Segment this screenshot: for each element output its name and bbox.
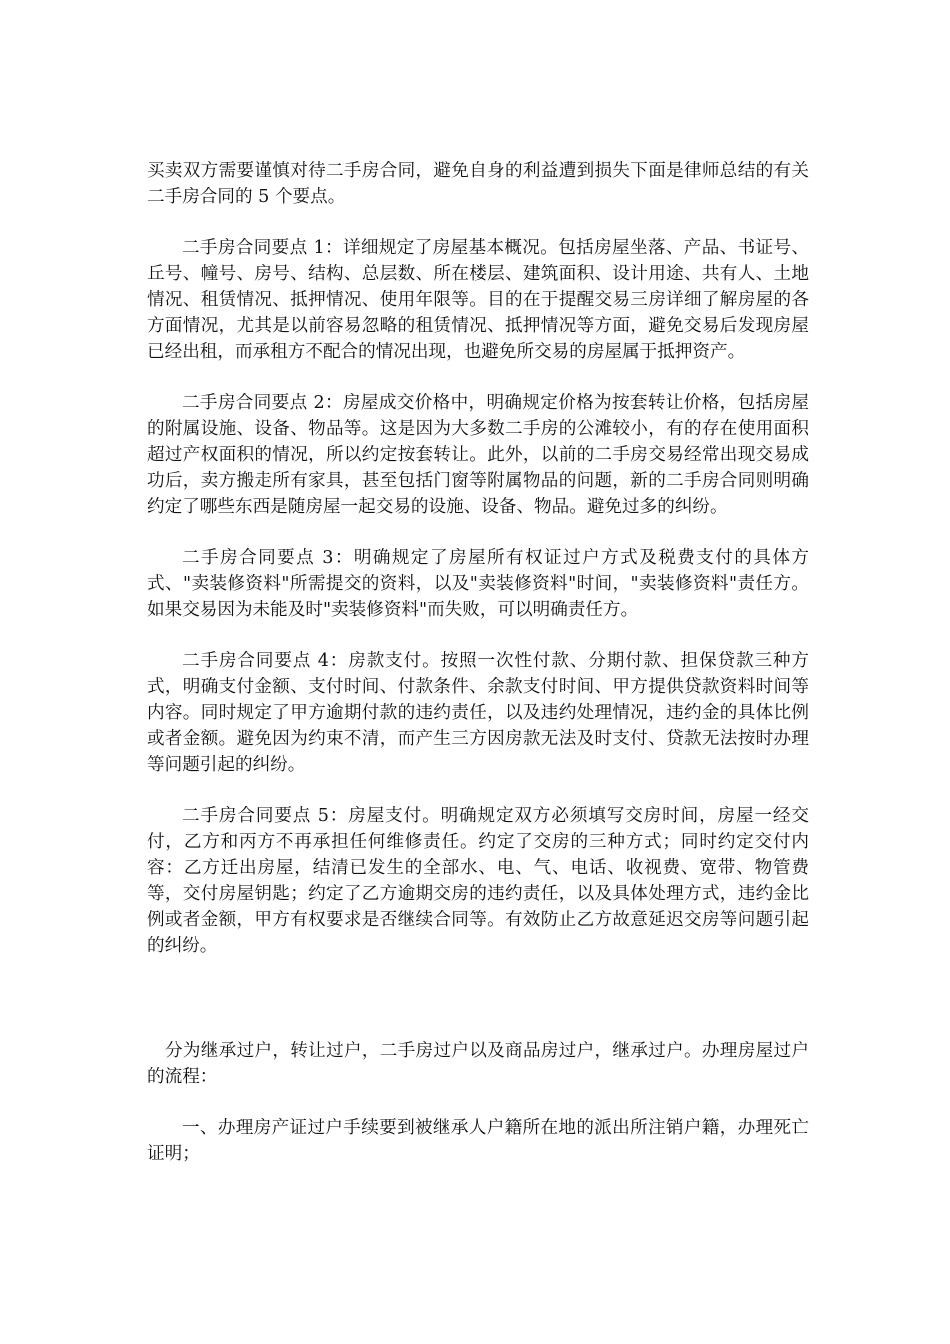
transfer-step-1-paragraph: 一、办理房产证过户手续要到被继承人户籍所在地的派出所注销户籍，办理死亡证明； — [147, 1118, 809, 1164]
contract-point-5-paragraph: 二手房合同要点 5：房屋支付。明确规定双方必须填写交房时间，房屋一经交付，乙方和丙方不再承担任何维修责任。约定了交房的三种方式；同时约定交付内容：乙方迁出房屋，结清已发生的全部水、电、气、电话、收视费、宽带、物管费等，交付房屋钥匙；约定了乙方逾期交房的违约责任，以及具体处理方式，违约金比例或者金额，甲方有权要求是否继续合同等。有效防止乙方故意延迟交房等问题引起的纠纷。 — [147, 806, 809, 956]
intro-paragraph: 买卖双方需要谨慎对待二手房合同，避免自身的利益遭到损失下面是律师总结的有关二手房合同的 5 个要点。 — [147, 161, 809, 207]
transfer-types-paragraph: 分为继承过户，转让过户，二手房过户以及商品房过户，继承过户。办理房屋过户的流程： — [147, 1041, 809, 1087]
contract-point-3-paragraph: 二手房合同要点 3：明确规定了房屋所有权证过户方式及税费支付的具体方式、"卖装修资料"所需提交的资料，以及"卖装修资料"时间，"卖装修资料"责任方。如果交易因为未能及时"卖装修资料"而失败，可以明确责任方。 — [147, 548, 809, 620]
section-spacer — [147, 984, 809, 1038]
contract-point-2-paragraph: 二手房合同要点 2：房屋成交价格中，明确规定价格为按套转让价格，包括房屋的附属设施、设备、物品等。这是因为大多数二手房的公滩较小，有的存在使用面积超过产权面积的情况，所以约定按套转让。此外，以前的二手房交易经常出现交易成功后，卖方搬走所有家具，甚至包括门窗等附属物品的问题，新的二手房合同则明确约定了哪些东西是随房屋一起交易的设施、设备、物品。避免过多的纠纷。 — [147, 393, 809, 517]
document-body — [147, 158, 809, 1192]
contract-point-1-paragraph: 二手房合同要点 1：详细规定了房屋基本概况。包括房屋坐落、产品、书证号、丘号、幢号、房号、结构、总层数、所在楼层、建筑面积、设计用途、共有人、土地情况、租赁情况、抵押情况、使用年限等。目的在于提醒交易三房详细了解房屋的各方面情况，尤其是以前容易忽略的租赁情况、抵押情况等方面，避免交易后发现房屋已经出租，而承租方不配合的情况出现，也避免所交易的房屋属于抵押资产。 — [147, 238, 809, 362]
contract-point-4-paragraph: 二手房合同要点 4：房款支付。按照一次性付款、分期付款、担保贷款三种方式，明确支付金额、支付时间、付款条件、余款支付时间、甲方提供贷款资料时间等内容。同时规定了甲方逾期付款的违约责任，以及违约处理情况，违约金的具体比例或者金额。避免因为约束不清，而产生三方因房款无法及时支付、贷款无法按时办理等问题引起的纠纷。 — [147, 651, 809, 775]
